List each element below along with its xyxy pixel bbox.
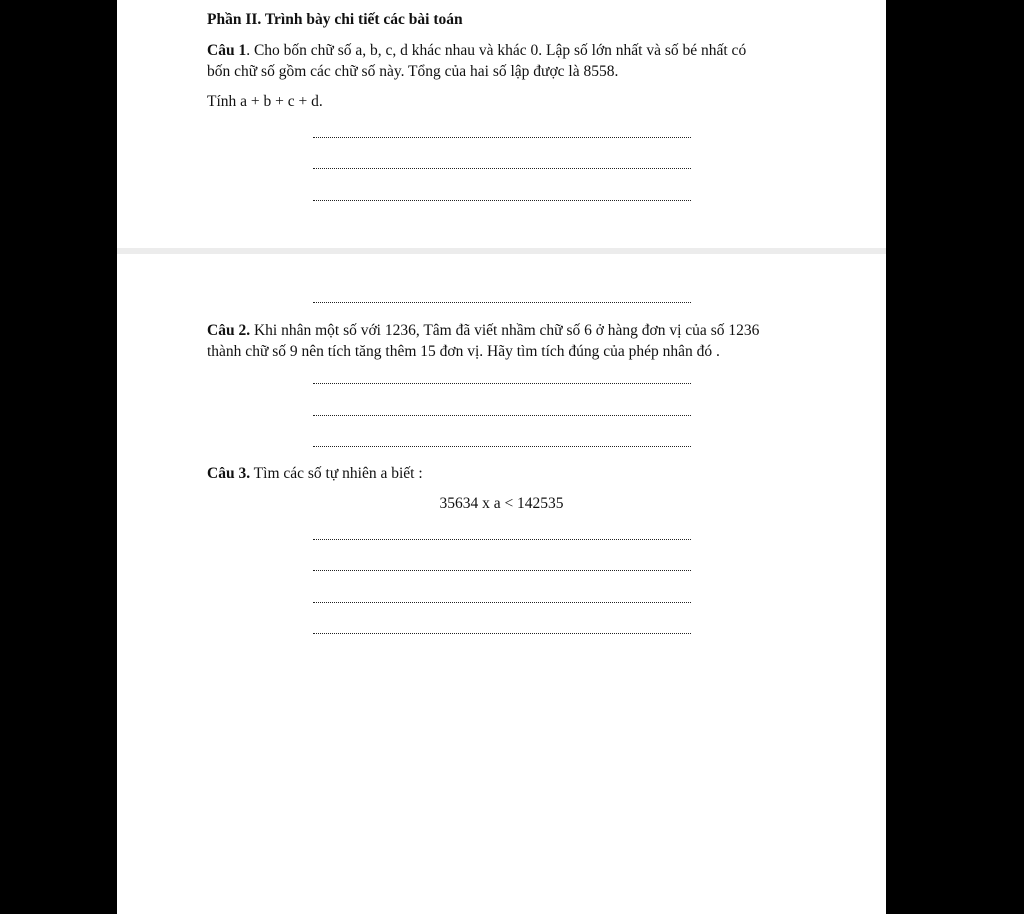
question-1-line-3: Tính a + b + c + d. bbox=[207, 93, 323, 110]
answer-line bbox=[313, 602, 691, 603]
section-title: Phần II. Trình bày chi tiết các bài toán bbox=[207, 11, 463, 28]
question-1-text-1: . Cho bốn chữ số a, b, c, d khác nhau và khác 0. Lập số lớn nhất và số bé nhất có bbox=[246, 42, 747, 59]
question-1-line-1 bbox=[207, 40, 816, 61]
question-2-line-1 bbox=[207, 320, 816, 341]
question-3-line-1 bbox=[207, 463, 816, 484]
question-1-line-2: bốn chữ số gồm các chữ số này. Tổng của hai số lập được là 8558. bbox=[207, 63, 619, 80]
answer-line bbox=[313, 539, 691, 540]
answer-line bbox=[313, 137, 691, 138]
answer-line bbox=[313, 633, 691, 634]
question-3-expression: 35634 x a < 142535 bbox=[439, 495, 564, 512]
answer-line bbox=[313, 570, 691, 571]
question-2-label: Câu 2. bbox=[207, 322, 251, 339]
answer-line bbox=[313, 168, 691, 169]
question-3-text-1: Tìm các số tự nhiên a biết : bbox=[250, 465, 423, 482]
question-2-text-1: Khi nhân một số với 1236, Tâm đã viết nhầm chữ số 6 ở hàng đơn vị của số 1236 bbox=[250, 322, 760, 339]
answer-line bbox=[313, 302, 691, 303]
question-2-line-2: thành chữ số 9 nên tích tăng thêm 15 đơn vị. Hãy tìm tích đúng của phép nhân đó . bbox=[207, 343, 720, 360]
answer-line bbox=[313, 200, 691, 201]
answer-line bbox=[313, 383, 691, 384]
question-1-label: Câu 1 bbox=[207, 42, 247, 59]
answer-line bbox=[313, 415, 691, 416]
page-1 bbox=[117, 0, 886, 248]
page-2 bbox=[117, 254, 886, 914]
question-3-label: Câu 3. bbox=[207, 465, 251, 482]
answer-line bbox=[313, 446, 691, 447]
